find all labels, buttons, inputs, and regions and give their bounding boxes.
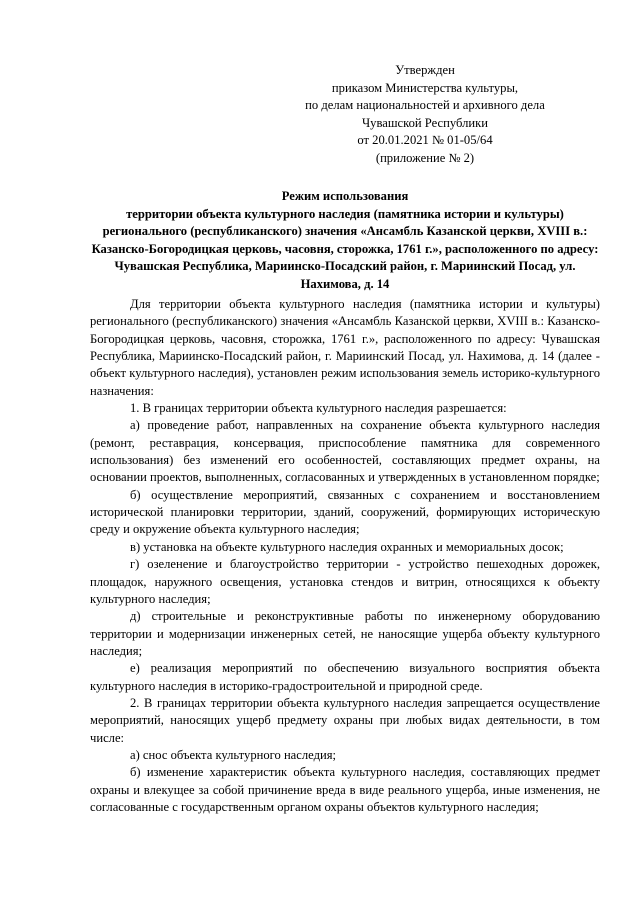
approval-line: приказом Министерства культуры, <box>331 80 519 95</box>
title-subject: территории объекта культурного наследия (памятника истории и культуры) регионального (республиканского) значения «Ансамбль Казанской церкви, XVIII в.: Казанско-Богородицкая церковь, часовня, сторожка, 1761 г.», расположенного по адресу: Чувашская Республика, Мариинско-Посадский район, г. Мариинский Посад, ул. Нахимова, д. 14 <box>91 206 599 291</box>
paragraph-2b: б) изменение характеристик объекта культурного наследия, составляющих предмет охраны и влекущее за собой причинение вреда в виде реального ущерба, иные изменения, не согласованные с государственным органом охраны объектов культурного наследия; <box>90 765 600 814</box>
approval-line: от 20.01.2021 № 01-05/64 <box>357 133 493 147</box>
paragraph-1g: г) озеленение и благоустройство территории - устройство пешеходных дорожек, площадок, наружного освещения, установка стендов и витрин, относящихся к объекту культурного наследия; <box>90 557 600 606</box>
approval-line: (приложение № 2) <box>375 150 475 165</box>
paragraph-1b: б) осуществление мероприятий, связанных с сохранением и восстановлением исторической планировки территории, зданий, сооружений, формирующих историческую среду и окружение объекта культурного наследия; <box>90 487 600 537</box>
paragraph-1a: а) проведение работ, направленных на сохранение объекта культурного наследия (ремонт, реставрация, консервация, приспособление памятника для современного использования) без изменений его особенностей, составляющих предмет охраны, на основании проектов, выполненных, согласованных и утвержденных в установленном порядке; <box>90 418 600 485</box>
paragraph-1v: в) установка на объекте культурного наследия охранных и мемориальных досок; <box>130 539 564 554</box>
approval-line: Чувашской Республики <box>362 115 488 130</box>
paragraph-section-2: 2. В границах территории объекта культурного наследия запрещается осуществление мероприятий, наносящих ущерб предмету охраны при любых видах деятельности, в том числе: <box>90 695 600 745</box>
paragraph-intro: Для территории объекта культурного наследия (памятника истории и культуры) регионального (республиканского) значения «Ансамбль Казанской церкви, XVIII в.: Казанско-Богородицкая церковь, часовня, сторожка, 1761 г.», расположенного по адресу: Чувашская Республика, Мариинско-Посадский район, г. Мариинский Посад, ул. Нахимова, д. 14 (далее - объект культурного наследия), установлен режим использования земель историко-культурного назначения: <box>90 297 600 398</box>
document-body <box>90 296 600 816</box>
title-heading: Режим использования <box>281 189 409 203</box>
approval-block <box>300 62 550 167</box>
approval-line: Утвержден <box>395 63 455 77</box>
paragraph-1e: е) реализация мероприятий по обеспечению визуального восприятия объекта культурного наследия в историко-градостроительной и природной среде. <box>90 661 600 693</box>
document-title <box>90 188 600 293</box>
paragraph-section-1: 1. В границах территории объекта культурного наследия разрешается: <box>130 401 507 416</box>
paragraph-1d: д) строительные и реконструктивные работы по инженерному оборудованию территории и модернизации инженерных сетей, не наносящие ущерба объекту культурного наследия; <box>90 609 600 658</box>
paragraph-2a: а) снос объекта культурного наследия; <box>130 747 337 762</box>
approval-line: по делам национальностей и архивного дела <box>305 98 545 112</box>
